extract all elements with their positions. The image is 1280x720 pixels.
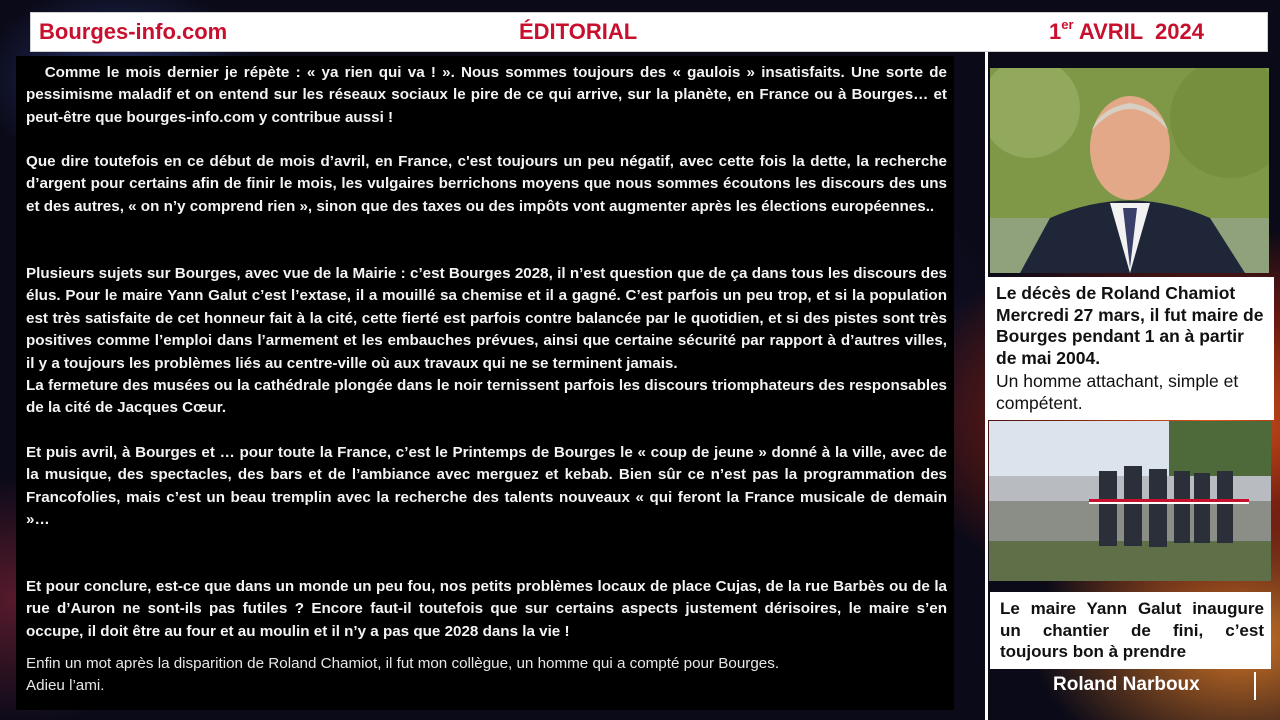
- inauguration-photo: [989, 421, 1271, 581]
- editorial-article: [16, 56, 954, 710]
- portrait-illustration: [990, 68, 1269, 273]
- date-ordinal: er: [1061, 17, 1074, 32]
- paragraph-3: Plusieurs sujets sur Bourges, avec vue de la Mairie : c’est Bourges 2028, il n’est question que de ça dans tous les discours des élus. Pour le maire Yann Galut c’est l’extase, il a mouillé sa chemise et il a gagné. C’est parfois un peu trop, et si la population est très satisfaite de cet honneur fait à la cité, cette fierté est parfois contre balancée par le quotidien, et si des pistes sont très positives comme l’emploi dans l’armement et les embauches prévues, ainsi que certaine sécurité par rapport à d’autres villes, il y a toujours les problèmes liés au centre-ville où aux travaux qui ne se terminent jamais. La fermeture des musées ou la cathédrale plongée dans le noir ternissent parfois les discours triomphateurs des responsables de la cité de Jacques Cœur.: [26, 265, 947, 417]
- portrait-photo: [990, 68, 1269, 273]
- date-day: 1: [1049, 19, 1062, 44]
- paragraph-6: Enfin un mot après la disparition de Roland Chamiot, il fut mon collègue, un homme qui a compté pour Bourges. Adieu l’ami.: [26, 655, 780, 695]
- paragraph-4: Et puis avril, à Bourges et … pour toute la France, c’est le Printemps de Bourges le « coup de jeune » donné à la ville, avec de la musique, des spectacles, des bars et de l’ambiance avec merguez et kebab. Bien sûr ce n’est pas la programmation des Francofolies, mais c’est un beau tremplin avec la recherche des talents nouveaux « qui feront la France musicale de demain »…: [26, 444, 947, 529]
- inauguration-caption-text: Le maire Yann Galut inaugure un chantier de fini, c’est toujours bon à prendre: [1000, 599, 1264, 661]
- portrait-caption-line2: Un homme attachant, simple et compétent.: [996, 371, 1239, 413]
- site-name: Bourges-info.com: [39, 19, 228, 44]
- issue-date: [1049, 19, 1204, 45]
- inauguration-illustration: [989, 421, 1271, 581]
- portrait-caption-line1: Le décès de Roland Chamiot Mercredi 27 mars, il fut maire de Bourges pendant 1 an à partir de mai 2004.: [996, 283, 1264, 368]
- header-bar: [30, 12, 1268, 52]
- signature-divider: [1254, 672, 1256, 700]
- date-month-year: AVRIL 2024: [1073, 19, 1204, 44]
- portrait-caption: [986, 277, 1274, 420]
- paragraph-5: Et pour conclure, est-ce que dans un monde un peu fou, nos petits problèmes locaux de place Cujas, de la rue Barbès ou de la rue d’Auron ne sont-ils pas futiles ? Encore faut-il toutefois que sur certains aspects justement dérisoires, le maire s’en occupe, il doit être au four et au moulin et il n’y a pas que 2028 dans la vie !: [26, 578, 947, 640]
- paragraph-1: Comme le mois dernier je répète : « ya rien qui va ! ». Nous sommes toujours des « gaulois » insatisfaits. Une sorte de pessimisme maladif et on entend sur les réseaux sociaux le pire de ce qui arrive, sur la planète, en France ou à Bourges… et peut-être que bourges-info.com y contribue aussi !: [26, 64, 952, 126]
- paragraph-2: Que dire toutefois en ce début de mois d’avril, en France, c'est toujours un peu négatif, avec cette fois la dette, la recherche d’argent pour certains afin de finir le mois, les vulgaires berrichons moyens que nous sommes écoutons les discours des uns et des autres, « on n’y comprend rien », sinon que des taxes ou des impôts vont augmenter après les élections européennes..: [26, 153, 947, 215]
- section-title: ÉDITORIAL: [519, 19, 638, 44]
- author-signature: Roland Narboux: [1053, 674, 1200, 695]
- inauguration-caption: [990, 592, 1271, 669]
